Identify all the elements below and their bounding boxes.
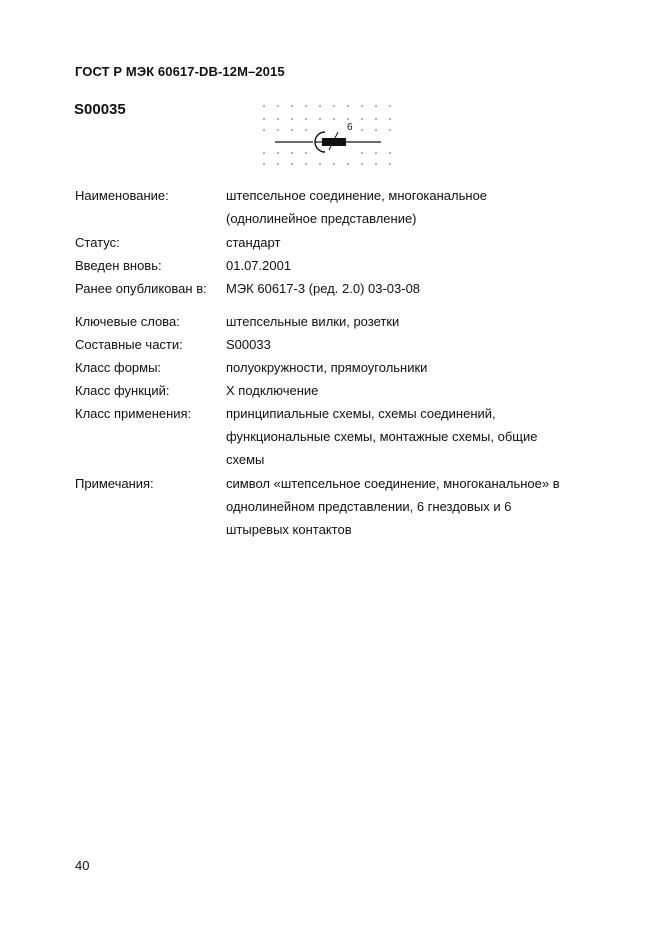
field-value: 01.07.2001 [226, 258, 292, 273]
field-value: (однолинейное представление) [226, 211, 417, 226]
contact-count-label: 6 [347, 122, 353, 133]
grid-dots [263, 105, 391, 165]
field-value: S00033 [226, 337, 271, 352]
field-label: Класс формы: [75, 360, 162, 375]
field-value: X подключение [226, 383, 319, 398]
field-value: стандарт [226, 235, 281, 250]
symbol-figure [258, 100, 398, 170]
field-label: Составные части: [75, 337, 183, 352]
field-label: Примечания: [75, 476, 154, 491]
field-value: МЭК 60617-3 (ред. 2.0) 03-03-08 [226, 281, 421, 296]
field-label: Статус: [75, 235, 120, 250]
document-header: ГОСТ Р МЭК 60617-DB-12M–2015 [75, 64, 285, 79]
field-label: Класс функций: [75, 383, 170, 398]
field-value: символ «штепсельное соединение, многоканальное» в [226, 476, 560, 491]
field-value: схемы [226, 452, 265, 467]
field-value: полуокружности, прямоугольники [226, 360, 428, 375]
page-number: 40 [75, 858, 90, 873]
field-label: Класс применения: [75, 406, 192, 421]
field-label: Введен вновь: [75, 258, 162, 273]
field-label: Ключевые слова: [75, 314, 180, 329]
field-value: штыревых контактов [226, 522, 352, 537]
field-label: Наименование: [75, 188, 169, 203]
field-value: принципиальные схемы, схемы соединений, [226, 406, 496, 421]
field-label: Ранее опубликован в: [75, 281, 207, 296]
field-value: однолинейном представлении, 6 гнездовых и 6 [226, 499, 512, 514]
field-value: штепсельное соединение, многоканальное [226, 188, 488, 203]
symbol-code: S00035 [74, 101, 126, 118]
field-value: штепсельные вилки, розетки [226, 314, 400, 329]
field-value: функциональные схемы, монтажные схемы, общие [226, 429, 538, 444]
